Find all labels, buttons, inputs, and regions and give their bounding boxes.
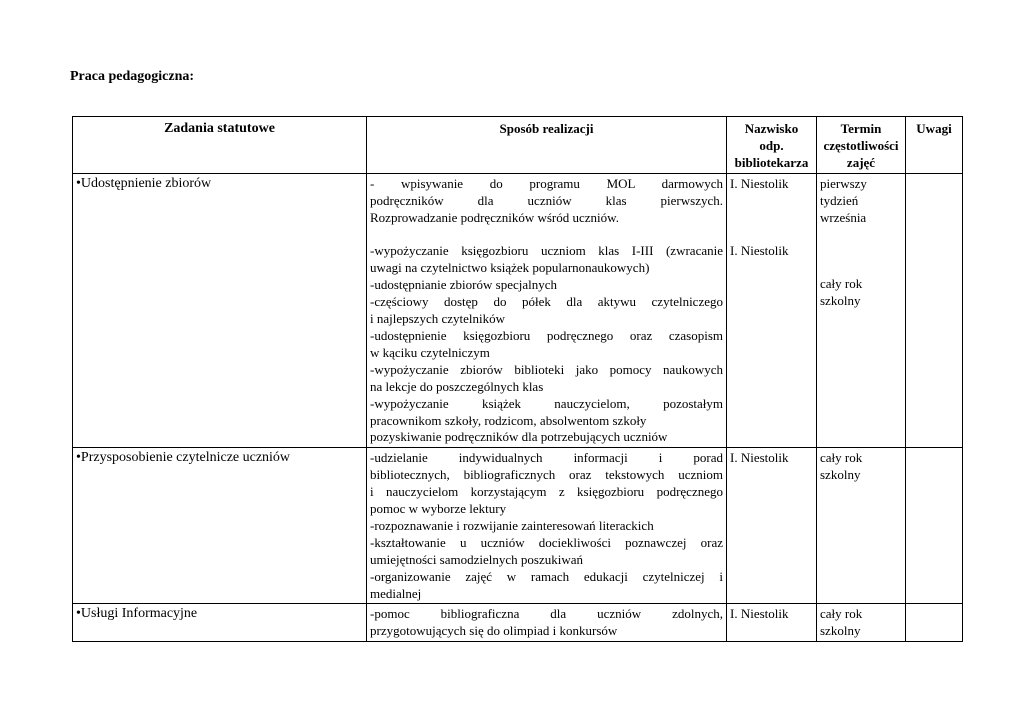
term-cell bbox=[817, 448, 906, 604]
notes-cell bbox=[906, 173, 963, 448]
header-termin-line: zajęć bbox=[846, 154, 876, 170]
method-line: umiejętności samodzielnych poszukiwań bbox=[370, 551, 584, 567]
method-cell bbox=[367, 448, 727, 604]
method-line: - wpisywanie do programu MOL darmowych bbox=[370, 175, 723, 191]
method-line: i nauczycielom korzystającym z księgozbioru podręcznego bbox=[370, 484, 723, 500]
header-zadania: Zadania statutowe bbox=[73, 117, 367, 174]
method-line: -kształtowanie u uczniów dociekliwości poznawczej oraz bbox=[370, 534, 723, 550]
method-line: -organizowanie zajęć w ramach edukacji czytelniczej i bbox=[370, 568, 723, 584]
method-line: pomoc w wyborze lektury bbox=[370, 501, 507, 517]
librarian-gap bbox=[730, 193, 813, 243]
header-nazwisko-line: odp. bbox=[759, 137, 784, 153]
term-line: tydzień bbox=[820, 192, 859, 208]
notes-cell bbox=[906, 448, 963, 604]
method-line: -pomoc bibliograficzna dla uczniów zdolnych, bbox=[370, 606, 723, 622]
table-row bbox=[73, 604, 963, 642]
librarian-name: I. Niestolik bbox=[730, 606, 789, 622]
method-line: medialnej bbox=[370, 585, 422, 601]
header-nazwisko bbox=[727, 117, 817, 174]
method-line: -częściowy dostęp do półek dla aktywu czytelniczego bbox=[370, 294, 723, 310]
tasks-table bbox=[72, 116, 963, 642]
header-uwagi: Uwagi bbox=[906, 117, 963, 174]
term-gap bbox=[820, 226, 902, 276]
method-line: pozyskiwanie podręczników dla potrzebujących uczniów bbox=[370, 429, 668, 445]
method-cell bbox=[367, 173, 727, 448]
header-termin-line: częstotliwości bbox=[823, 137, 899, 153]
librarian-cell bbox=[727, 604, 817, 642]
table-row bbox=[73, 173, 963, 448]
page-title: Praca pedagogiczna: bbox=[70, 69, 195, 84]
term-line: cały rok bbox=[820, 606, 863, 622]
task-cell: •Udostępnienie zbiorów bbox=[73, 173, 367, 448]
method-line: na lekcje do poszczególnych klas bbox=[370, 378, 544, 394]
header-nazwisko-line: Nazwisko bbox=[744, 121, 799, 136]
method-line: Rozprowadzanie podręczników wśród uczniów. bbox=[370, 209, 619, 225]
method-line: przygotowujących się do olimpiad i konkursów bbox=[370, 623, 618, 639]
method-line: uwagi na czytelnictwo książek popularnonaukowych) bbox=[370, 260, 650, 276]
librarian-name: I. Niestolik bbox=[730, 450, 789, 466]
method-line: pracownikom szkoły, rodzicom, absolwentom szkoły bbox=[370, 412, 647, 428]
task-cell: •Usługi Informacyjne bbox=[73, 604, 367, 642]
librarian-cell bbox=[727, 173, 817, 448]
table-row bbox=[73, 448, 963, 604]
librarian-name: I. Niestolik bbox=[730, 242, 789, 258]
header-nazwisko-line: bibliotekarza bbox=[734, 154, 809, 170]
method-line: -wypożyczanie zbiorów biblioteki jako pomocy naukowych bbox=[370, 361, 723, 377]
method-line: -wypożyczanie księgozbioru uczniom klas I-III (zwracanie bbox=[370, 243, 723, 259]
term-line: pierwszy bbox=[820, 175, 867, 191]
method-line: -udzielanie indywidualnych informacji i porad bbox=[370, 450, 723, 466]
method-gap bbox=[370, 226, 723, 243]
term-line: szkolny bbox=[820, 467, 861, 483]
table-header-row bbox=[73, 117, 963, 174]
term-line: września bbox=[820, 209, 867, 225]
term-line: cały rok bbox=[820, 276, 863, 292]
term-line: szkolny bbox=[820, 623, 861, 639]
term-line: cały rok bbox=[820, 450, 863, 466]
term-line: szkolny bbox=[820, 293, 861, 309]
librarian-cell bbox=[727, 448, 817, 604]
notes-cell bbox=[906, 604, 963, 642]
method-line: bibliotecznych, bibliograficznych oraz tekstowych uczniom bbox=[370, 467, 723, 483]
header-termin bbox=[817, 117, 906, 174]
librarian-name: I. Niestolik bbox=[730, 175, 789, 191]
term-cell bbox=[817, 173, 906, 448]
header-termin-line: Termin bbox=[840, 121, 882, 136]
method-line: i najlepszych czytelników bbox=[370, 311, 506, 327]
method-line: w kąciku czytelniczym bbox=[370, 344, 490, 360]
header-sposob: Sposób realizacji bbox=[367, 117, 727, 174]
term-cell bbox=[817, 604, 906, 642]
method-cell bbox=[367, 604, 727, 642]
method-line: -udostępnianie zbiorów specjalnych bbox=[370, 277, 557, 293]
task-cell: •Przysposobienie czytelnicze uczniów bbox=[73, 448, 367, 604]
method-line: -rozpoznawanie i rozwijanie zainteresowań literackich bbox=[370, 517, 654, 533]
method-line: -wypożyczanie książek nauczycielom, pozostałym bbox=[370, 395, 723, 411]
method-line: -udostępnienie księgozbioru podręcznego oraz czasopism bbox=[370, 327, 723, 343]
method-line: podręczników dla uczniów klas pierwszych. bbox=[370, 192, 723, 208]
